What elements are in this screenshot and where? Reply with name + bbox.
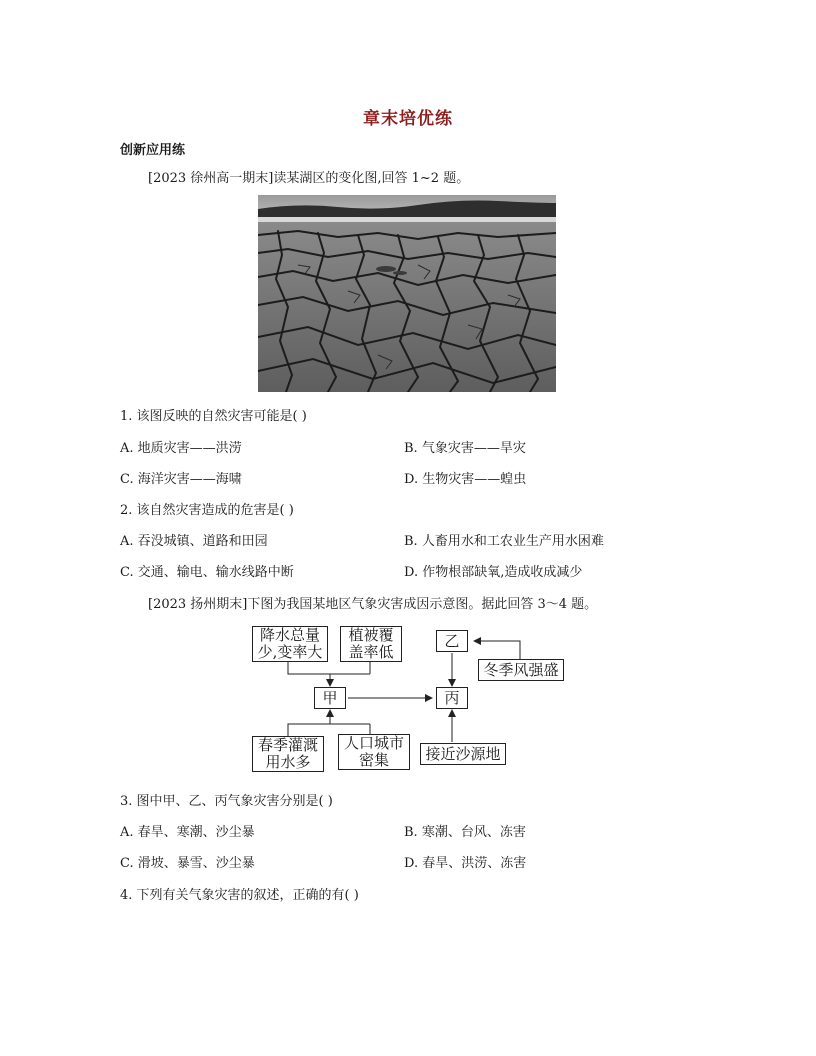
question-3-option-a[interactable]: A. 春旱、寒潮、沙尘暴 [120,825,255,840]
cause-box-urban-population [338,734,410,770]
question-2-option-b[interactable]: B. 人畜用水和工农业生产用水困难 [404,534,604,549]
page-title: 章末培优练 [363,109,453,129]
hazard-box-yi [436,630,468,652]
question-3-option-b[interactable]: B. 寒潮、台风、冻害 [404,825,526,840]
question-1-option-a[interactable]: A. 地质灾害——洪涝 [120,441,242,456]
cause-box-vegetation [340,626,402,662]
question-1-option-b[interactable]: B. 气象灾害——旱灾 [404,441,526,456]
cause-box-spring-irrigation-line2: 用水多 [265,753,311,771]
question-3-option-d[interactable]: D. 春旱、洪涝、冻害 [404,856,527,871]
question-1-option-c[interactable]: C. 海洋灾害——海啸 [120,472,242,487]
question-3-stem: 3. 图中甲、乙、丙气象灾害分别是( ) [120,794,333,809]
cause-box-precipitation-line2: 少,变率大 [257,643,323,661]
hazard-box-jia-label: 甲 [322,688,338,707]
cause-box-urban-population-line2: 密集 [358,751,389,769]
question-2-option-c[interactable]: C. 交通、输电、输水线路中断 [120,565,294,580]
cause-box-sand-source-label: 接近沙源地 [425,744,501,763]
cause-box-urban-population-line1: 人口城市 [343,734,404,752]
question-4-stem: 4. 下列有关气象灾害的叙述，正确的有( ) [120,888,359,903]
question-1-stem: 1. 该图反映的自然灾害可能是( ) [120,409,307,424]
question-1-option-d[interactable]: D. 生物灾害——蝗虫 [404,472,527,487]
cause-box-spring-irrigation-line1: 春季灌溉 [257,736,318,754]
cause-box-precipitation-line1: 降水总量 [259,626,320,644]
cause-box-precipitation [252,626,328,662]
cause-diagram [240,620,580,780]
cause-box-winter-monsoon-label: 冬季风强盛 [483,660,559,679]
hazard-box-yi-label: 乙 [444,631,460,650]
question-3-option-c[interactable]: C. 滑坡、暴雪、沙尘暴 [120,856,255,871]
hazard-box-bing [436,687,468,709]
cause-box-vegetation-line1: 植被覆 [348,626,394,644]
cracked-lakebed-photo [258,195,556,392]
question-2-option-d[interactable]: D. 作物根部缺氧,造成收成减少 [404,565,583,580]
question-2-stem: 2. 该自然灾害造成的危害是( ) [120,503,294,518]
cause-box-winter-monsoon [478,659,564,681]
question-2-option-a[interactable]: A. 吞没城镇、道路和田园 [120,534,268,549]
section-heading: 创新应用练 [120,143,186,158]
intro-text-1: [2023 徐州高一期末]读某湖区的变化图,回答 1~2 题。 [148,171,470,186]
hazard-box-bing-label: 丙 [444,688,460,707]
cause-box-spring-irrigation [252,736,324,772]
cause-box-sand-source [420,743,506,765]
intro-text-2: [2023 扬州期末]下图为我国某地区气象灾害成因示意图。据此回答 3～4 题。 [148,597,598,612]
cause-box-vegetation-line2: 盖率低 [348,643,394,661]
hazard-box-jia [314,687,346,709]
